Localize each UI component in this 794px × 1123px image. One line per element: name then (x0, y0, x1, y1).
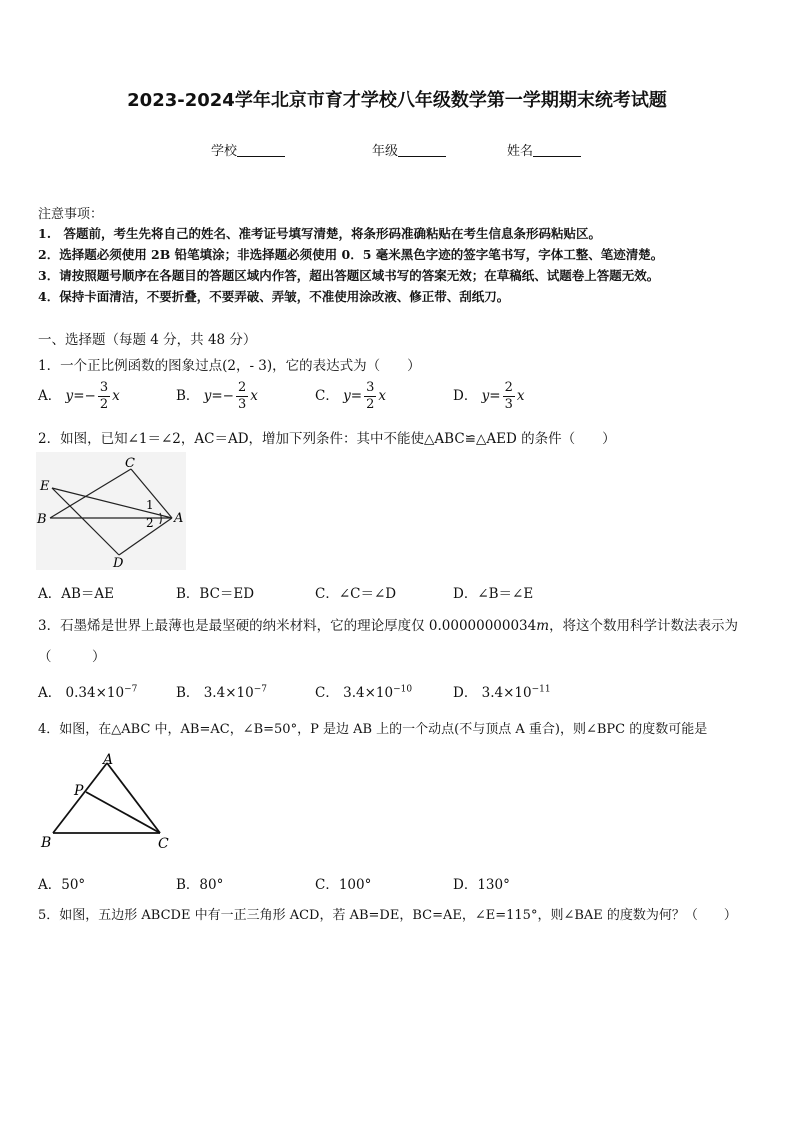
grade-label: 年级 (372, 144, 399, 159)
label-c: C (158, 836, 169, 852)
label-d: D (113, 556, 124, 570)
q2-figure (36, 452, 186, 570)
label-b: B (41, 835, 52, 851)
question-5-stem: 5．如图，五边形 ABCDE 中有一正三角形 ACD，若 AB=DE，BC=AE，∠E=115°，则∠BAE 的度数为何？（ ） (38, 908, 737, 923)
label-1: 1 (146, 498, 154, 512)
label-e: E (40, 479, 50, 494)
question-4-stem: 4．如图，在△ABC 中，AB=AC，∠B=50°，P 是边 AB 上的一个动点(不与顶点 A 重合)，则∠BPC 的度数可能是 (38, 722, 708, 737)
q3-option-a: A． $0.34\times 10^{-7}$ (38, 684, 138, 701)
label-c: C (125, 456, 135, 471)
q3-option-c: C． $3.4\times 10^{-10}$ (315, 684, 413, 701)
q4-option-a: A．50° (38, 877, 86, 893)
note-item: 1. 答题前，考生先将自己的姓名、准考证号填写清楚，将条形码准确粘贴在考生信息条形码粘贴区。 (38, 226, 602, 241)
q1-option-d: D． y= $\frac{2}{3}$ x (453, 380, 525, 412)
label-b: B (37, 512, 47, 527)
grade-field (372, 140, 446, 159)
note-item: 4．保持卡面清洁，不要折叠，不要弄破、弄皱，不准使用涂改液、修正带、刮纸刀。 (38, 289, 510, 304)
q4-figure (36, 752, 176, 852)
question-3-stem: 3．石墨烯是世界上最薄也是最坚硬的纳米材料，它的理论厚度仅 0.00000000034m，将这个数用科学计数法表示为 (38, 618, 739, 634)
q4-option-b: B．80° (176, 877, 224, 893)
q3-option-b: B． $3.4\times 10^{-7}$ (176, 684, 267, 701)
q4-option-d: D．130° (453, 877, 510, 893)
label-2: 2 (146, 516, 154, 530)
note-item: 2．选择题必须使用 2B 铅笔填涂；非选择题必须使用 0．5 毫米黑色字迹的签字笔书写，字体工整、笔迹清楚。 (38, 247, 664, 262)
question-1-stem: 1．一个正比例函数的图象过点(2，- 3)，它的表达式为（ ） (38, 358, 421, 374)
name-label: 姓名 (507, 144, 534, 159)
q1-option-b: B． y=− $\frac{2}{3}$ x (176, 380, 258, 412)
segment-ac (107, 763, 160, 833)
question-3-paren: （ ） (38, 649, 106, 665)
q4-option-c: C．100° (315, 877, 372, 893)
label-a: A (103, 752, 114, 768)
name-blank (533, 144, 581, 157)
label-a: A (174, 511, 184, 526)
q2-option-b: B．BC＝ED (176, 586, 255, 602)
school-field (211, 140, 285, 159)
q3-option-d: D． $3.4\times 10^{-11}$ (453, 684, 551, 701)
q1-option-a: A． y=− $\frac{3}{2}$ x (38, 380, 120, 412)
q2-option-c: C．∠C＝∠D (315, 586, 397, 602)
grade-blank (398, 144, 446, 157)
name-field (507, 140, 581, 159)
label-p: P (74, 783, 84, 799)
school-blank (237, 144, 285, 157)
note-item: 3．请按照题号顺序在各题目的答题区域内作答，超出答题区域书写的答案无效；在草稿纸、试题卷上答题无效。 (38, 268, 660, 283)
q2-option-d: D．∠B＝∠E (453, 586, 534, 602)
segment-pc (86, 792, 160, 833)
section-heading: 一、选择题（每题 4 分，共 48 分） (38, 332, 257, 348)
question-2-stem: 2．如图，已知∠1＝∠2，AC＝AD，增加下列条件：其中不能使△ABC≌△AED 的条件（ ） (38, 431, 616, 447)
q1-option-c: C． y= $\frac{3}{2}$ x (315, 380, 386, 412)
q2-option-a: A．AB＝AE (38, 586, 115, 602)
page-title: 2023-2024学年北京市育才学校八年级数学第一学期期末统考试题 (127, 90, 667, 111)
q2-figure-bg (36, 452, 186, 570)
notes-title: 注意事项： (38, 207, 104, 222)
school-label: 学校 (211, 144, 238, 159)
